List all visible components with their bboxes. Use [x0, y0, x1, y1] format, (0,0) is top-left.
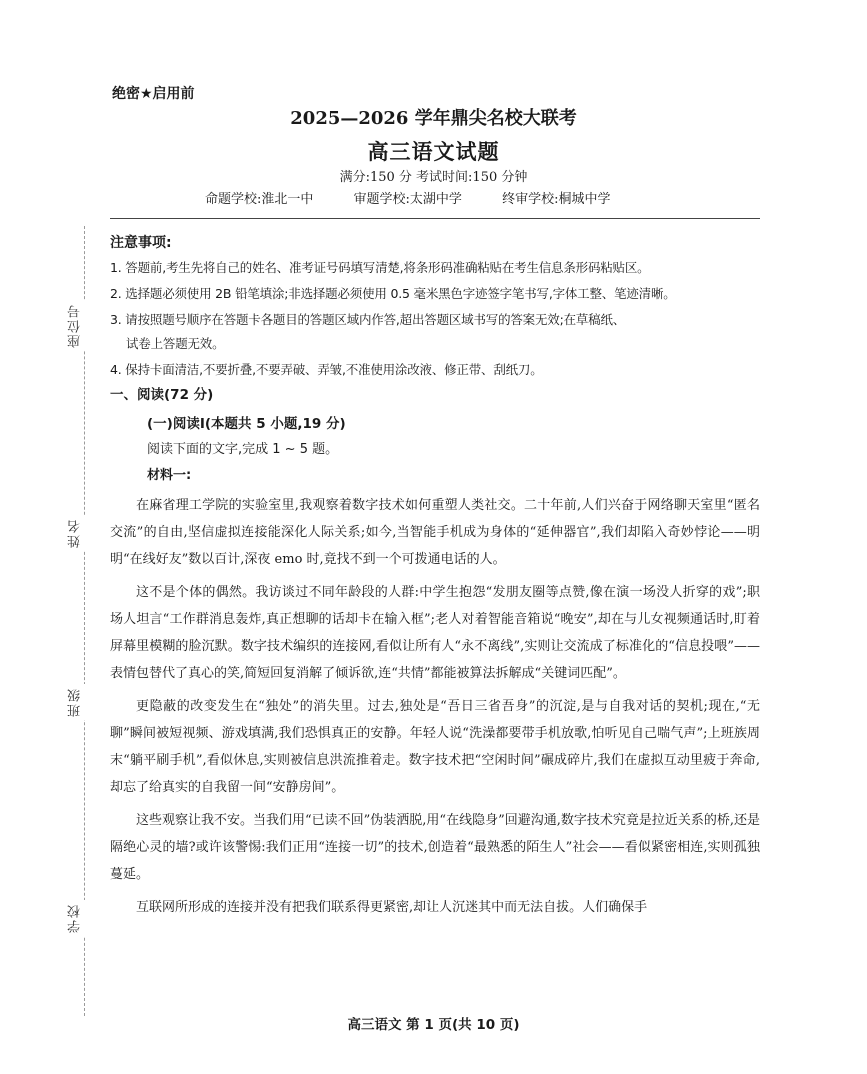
note-item: 2. 选择题必须使用 2B 铅笔填涂;非选择题必须使用 0.5 毫米黑色字迹签字笔书写,字体工整、笔迹清晰。	[110, 286, 676, 301]
sub-section-heading: (一)阅读Ⅰ(本题共 5 小题,19 分)	[147, 416, 346, 432]
note-item: 4. 保持卡面清洁,不要折叠,不要弄破、弄皱,不准使用涂改液、修正带、刮纸刀。	[110, 362, 543, 377]
notes-title: 注意事项:	[110, 235, 172, 251]
school-info	[205, 188, 646, 207]
school-label: 学校	[66, 900, 86, 936]
reading-passage	[110, 492, 760, 927]
header-divider	[110, 218, 760, 219]
page-footer: 高三语文 第 1 页(共 10 页)	[347, 1017, 520, 1033]
section-heading: 一、阅读(72 分)	[110, 387, 214, 403]
subject-title: 高三语文试题	[367, 140, 500, 164]
passage-paragraph: 在麻省理工学院的实验室里,我观察着数字技术如何重塑人类社交。二十年前,人们兴奋于网络聊天室里“匿名交流”的自由,坚信虚拟连接能深化人际关系;如今,当智能手机成为身体的“延伸器官”,我们却陷入奇妙悖论——明明“在线好友”数以百计,深夜 emo 时,竟找不到一个可拨通电话的人。	[110, 498, 760, 567]
class-label: 班级	[66, 684, 86, 720]
passage-paragraph: 互联网所形成的连接并没有把我们联系得更紧密,却让人沉迷其中而无法自拔。人们确保手	[136, 900, 648, 915]
note-item: 3. 请按照题号顺序在答题卡各题目的答题区域内作答,超出答题区域书写的答案无效;在草稿纸、	[110, 312, 626, 327]
name-label: 姓名	[66, 515, 86, 551]
passage-paragraph: 这些观察让我不安。当我们用“已读不回”伪装洒脱,用“在线隐身”回避沟通,数字技术究竟是拉近关系的桥,还是隔绝心灵的墙?或许该警惕:我们正用“连接一切”的技术,创造着“最熟悉的陌生人”社会——看似紧密相连,实则孤独蔓延。	[110, 813, 760, 882]
passage-paragraph: 更隐蔽的改变发生在“独处”的消失里。过去,独处是“吾日三省吾身”的沉淀,是与自我对话的契机;现在,“无聊”瞬间被短视频、游戏填满,我们恐惧真正的安静。年轻人说“洗澡都要带手机放歌,怕听见自己喘气声”;上班族周末“躺平刷手机”,看似休息,实则被信息洪流推着走。数字技术把“空闲时间”碾成碎片,我们在虚拟互动里疲于奔命,却忘了给真实的自我留一间“安静房间”。	[110, 699, 760, 795]
reviewer-school: 审题学校:太湖中学	[353, 192, 462, 207]
score-time-info: 满分:150 分 考试时间:150 分钟	[339, 170, 528, 185]
material-label: 材料一:	[147, 468, 192, 483]
passage-paragraph: 这不是个体的偶然。我访谈过不同年龄段的人群:中学生抱怨“发朋友圈等点赞,像在演一场没人折穿的戏”;职场人坦言“工作群消息轰炸,真正想聊的话却卡在输入框”;老人对着智能音箱说“晚安”,却在与儿女视频通话时,盯着屏幕里模糊的脸沉默。数字技术编织的连接网,看似让所有人“永不离线”,实则让交流成了标准化的“信息投喂”——表情包替代了真心的笑,简短回复消解了倾诉欲,连“共情”都能被算法拆解成“关键词匹配”。	[110, 585, 760, 681]
exam-title: 2025—2026 学年鼎尖名校大联考	[290, 108, 577, 129]
confidential-mark: 绝密★启用前	[112, 86, 195, 102]
note-item: 试卷上答题无效。	[126, 336, 225, 351]
reading-instruction: 阅读下面的文字,完成 1 ~ 5 题。	[147, 442, 339, 457]
final-reviewer-school: 终审学校:桐城中学	[502, 192, 611, 207]
proposer-school: 命题学校:淮北一中	[205, 192, 314, 207]
seat-number-label: 座位号	[66, 300, 86, 351]
note-item: 1. 答题前,考生先将自己的姓名、准考证号码填写清楚,将条形码准确粘贴在考生信息条形码粘贴区。	[110, 260, 650, 275]
